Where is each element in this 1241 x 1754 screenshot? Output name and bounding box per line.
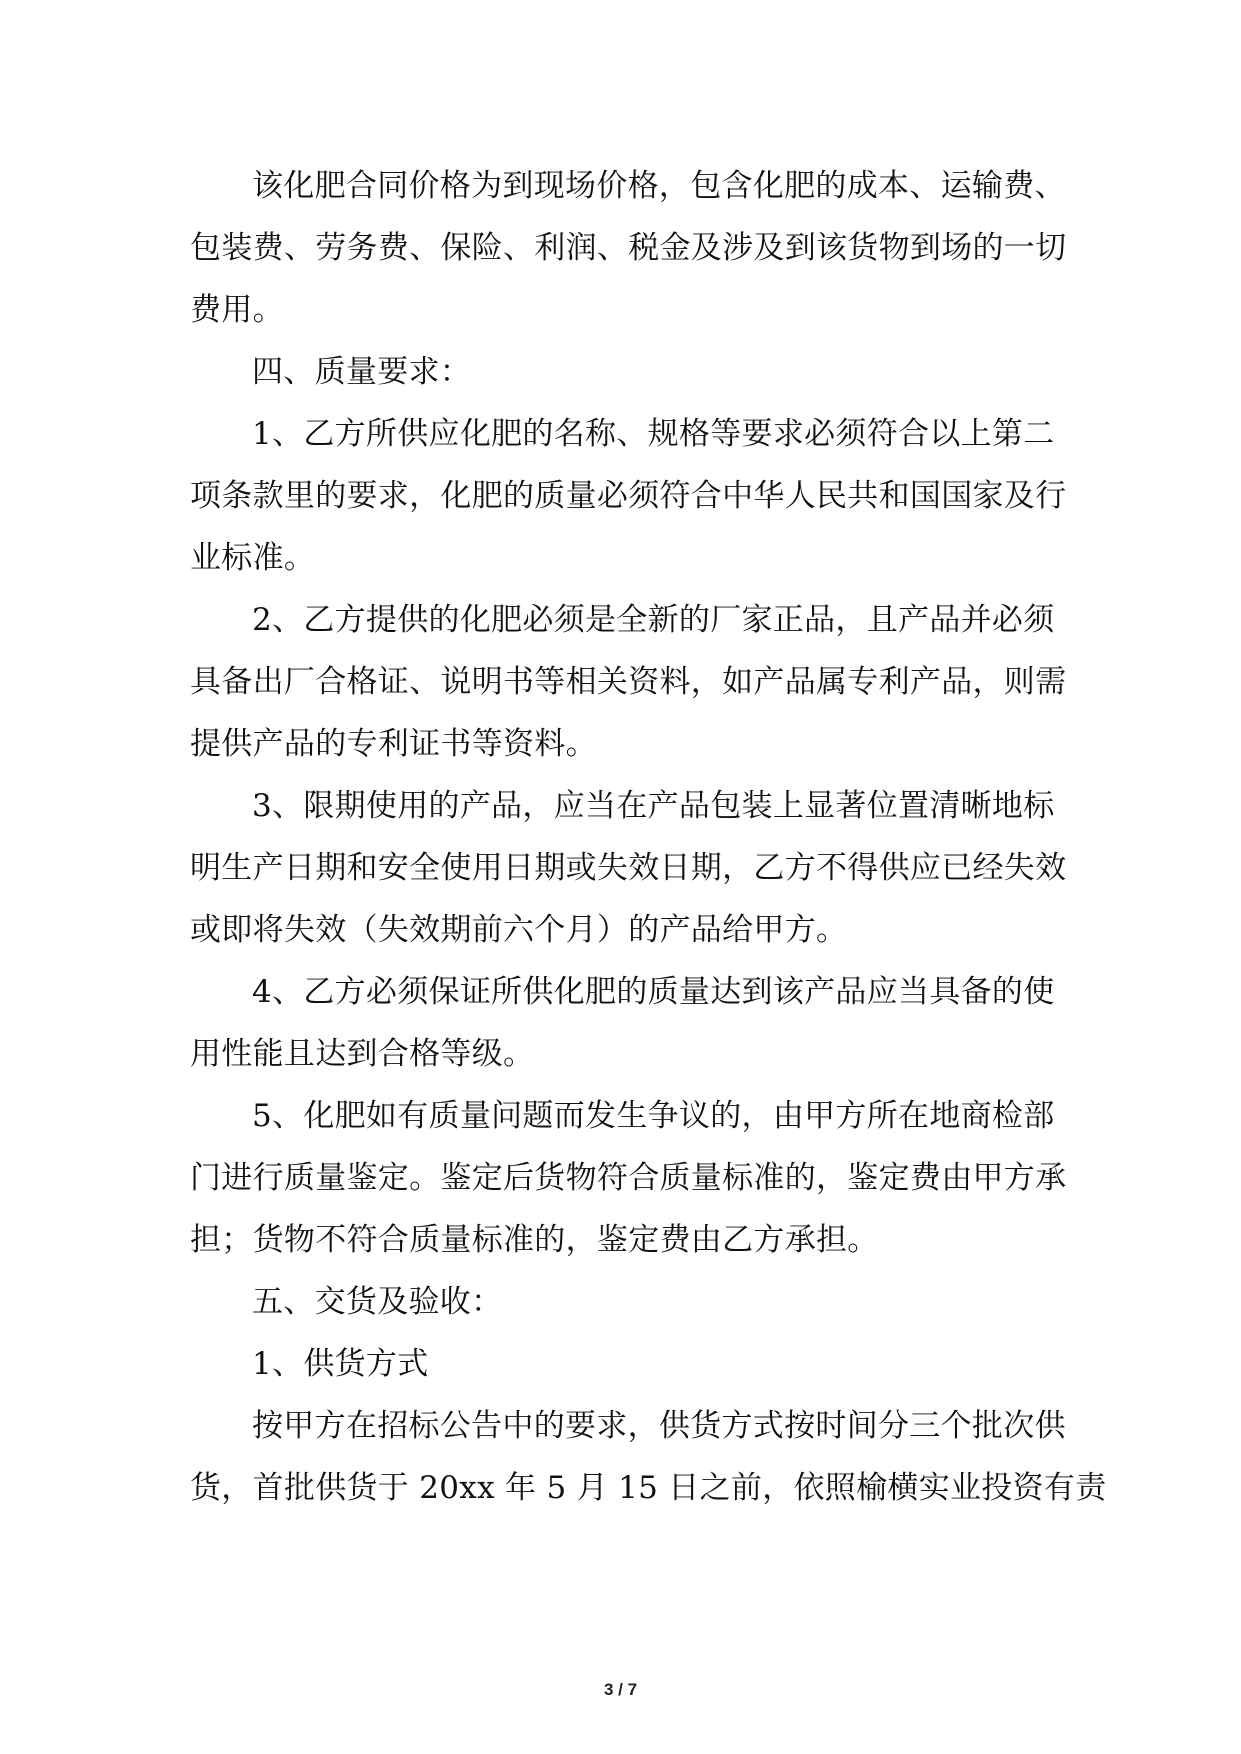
- text-line: 项条款里的要求，化肥的质量必须符合中华人民共和国国家及行: [190, 478, 1067, 514]
- text-line: 四、质量要求：: [252, 354, 472, 390]
- text-line: 货，首批供货于 20xx 年 5 月 15 日之前，依照榆横实业投资有责: [190, 1470, 1107, 1506]
- text-line: 明生产日期和安全使用日期或失效日期，乙方不得供应已经失效: [190, 850, 1067, 886]
- paragraph-price: [190, 155, 1070, 341]
- text-line: 4、乙方必须保证所供化肥的质量达到该产品应当具备的使: [252, 974, 1055, 1010]
- document-body: [190, 155, 1107, 1519]
- text-line: 具备出厂合格证、说明书等相关资料，如产品属专利产品，则需: [190, 664, 1067, 700]
- text-line: 五、交货及验收：: [252, 1284, 503, 1320]
- text-line: 该化肥合同价格为到现场价格，包含化肥的成本、运输费、: [252, 168, 1066, 204]
- text-line: 1、供货方式: [252, 1346, 429, 1382]
- subheading-supply-method: [190, 1333, 1070, 1395]
- text-line: 费用。: [190, 292, 284, 328]
- paragraph-quality-4: [190, 961, 1070, 1085]
- text-line: 或即将失效（失效期前六个月）的产品给甲方。: [190, 912, 848, 948]
- text-line: 业标准。: [190, 540, 316, 576]
- text-line: 3、限期使用的产品，应当在产品包装上显著位置清晰地标: [252, 788, 1055, 824]
- paragraph-quality-2: [190, 589, 1070, 775]
- text-line: 门进行质量鉴定。鉴定后货物符合质量标准的，鉴定费由甲方承: [190, 1160, 1067, 1196]
- section-heading-delivery: [190, 1271, 1070, 1333]
- paragraph-quality-1: [190, 403, 1070, 589]
- text-line: 1、乙方所供应化肥的名称、规格等要求必须符合以上第二: [252, 416, 1055, 452]
- section-heading-quality: [190, 341, 1070, 403]
- page-number: 3 / 7: [603, 1680, 638, 1699]
- text-line: 用性能且达到合格等级。: [190, 1036, 535, 1072]
- text-line: 担；货物不符合质量标准的，鉴定费由乙方承担。: [190, 1222, 879, 1258]
- paragraph-quality-3: [190, 775, 1070, 961]
- text-line: 2、乙方提供的化肥必须是全新的厂家正品，且产品并必须: [252, 602, 1055, 638]
- text-line: 提供产品的专利证书等资料。: [190, 726, 597, 762]
- text-line: 包装费、劳务费、保险、利润、税金及涉及到该货物到场的一切: [190, 230, 1067, 266]
- text-line: 5、化肥如有质量问题而发生争议的，由甲方所在地商检部: [252, 1098, 1055, 1134]
- paragraph-supply-method: [190, 1395, 1107, 1519]
- text-line: 按甲方在招标公告中的要求，供货方式按时间分三个批次供: [252, 1408, 1066, 1444]
- paragraph-quality-5: [190, 1085, 1070, 1271]
